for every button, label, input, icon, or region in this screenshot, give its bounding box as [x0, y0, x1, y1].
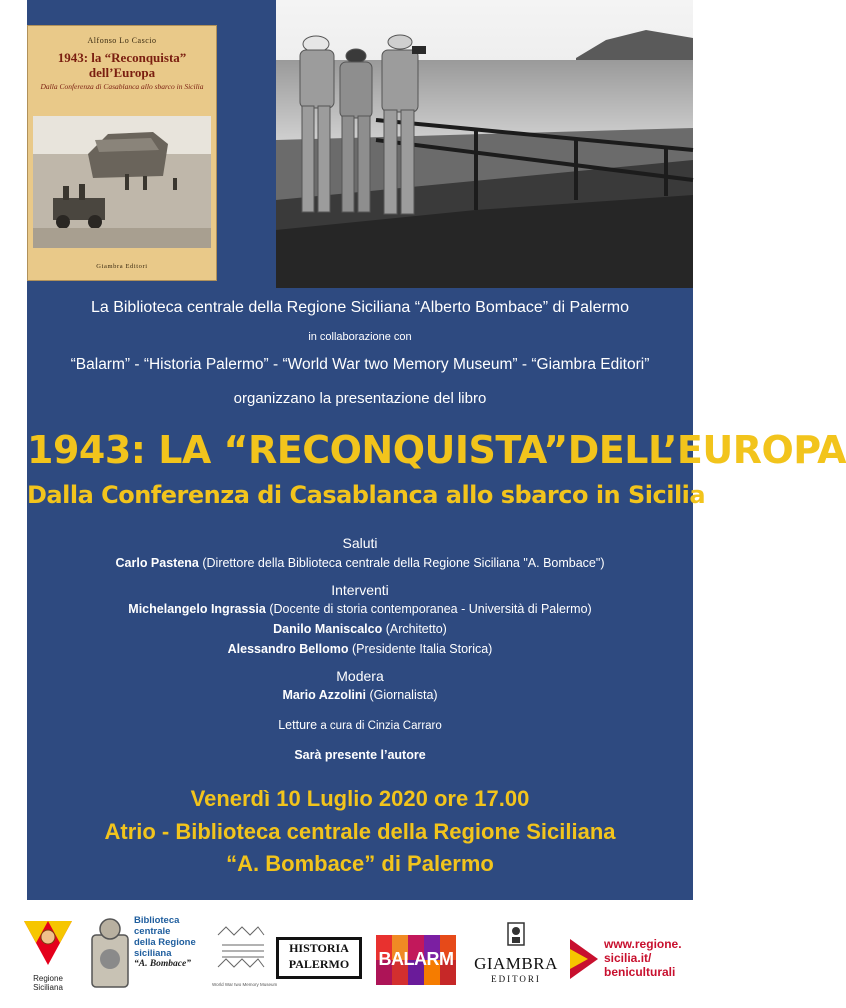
letture-curator: a cura di Cinzia Carraro [317, 720, 442, 732]
beni-label-2: sicilia.it/ [604, 951, 652, 965]
beniculturali-logo [568, 935, 708, 985]
saluti-label: Saluti [342, 535, 378, 551]
moderator-line [27, 688, 693, 702]
saluti-line [27, 556, 693, 570]
biblioteca-label-3: della Regione [134, 937, 196, 948]
speaker-2 [27, 622, 693, 636]
speaker-1 [27, 602, 693, 616]
speaker-2-name: Danilo Maniscalco [273, 622, 383, 636]
collaboration-line: in collaborazione con [308, 331, 412, 343]
giambra-label-2: EDITORI [491, 974, 541, 984]
speaker-1-name: Michelangelo Ingrassia [128, 602, 266, 616]
speaker-2-role: (Architetto) [382, 622, 447, 636]
balarm-logo [376, 935, 456, 985]
cover-title-line2: dell’Europa [88, 65, 156, 80]
footer-logos [0, 905, 720, 1008]
museum-emblem-icon [212, 921, 270, 977]
biblioteca-label-5: “A. Bombace” [134, 959, 191, 969]
biblioteca-label-2: centrale [134, 926, 171, 937]
regione-label-1: Regione [33, 974, 63, 983]
cover-author: Alfonso Lo Cascio [87, 36, 157, 45]
book-subtitle: Dalla Conferenza di Casablanca allo sbarco in Sicilia [27, 481, 706, 509]
speaker-3 [27, 642, 693, 656]
speaker-3-name: Alessandro Bellomo [227, 642, 349, 656]
beni-label-3: beniculturali [604, 965, 676, 979]
beniculturali-triangle-icon [568, 937, 600, 981]
cover-title [28, 50, 216, 80]
historia-label-2: PALERMO [288, 957, 350, 971]
museum-caption: World War two Memory Museum [212, 982, 278, 987]
saluti-name: Carlo Pastena [115, 556, 199, 570]
cover-publisher: Giambra Editori [96, 263, 148, 270]
speaker-1-role: (Docente di storia contemporanea - Università di Palermo) [265, 602, 592, 616]
modera-label: Modera [336, 668, 384, 684]
giambra-logo [470, 919, 562, 999]
speaker-3-role: (Presidente Italia Storica) [348, 642, 493, 656]
biblioteca-label-4: siciliana [134, 948, 172, 959]
event-venue-line1: Atrio - Biblioteca centrale della Regione Siciliana [104, 819, 616, 844]
author-present: Sarà presente l’autore [294, 748, 426, 762]
beni-label-1: www.regione. [604, 937, 682, 951]
book-cover [27, 25, 217, 281]
saluti-role: (Direttore della Biblioteca centrale della Regione Siciliana "A. Bombace") [198, 556, 605, 570]
letture-label: Letture [278, 718, 318, 732]
biblioteca-emblem-icon [88, 915, 132, 993]
interventi-label: Interventi [331, 582, 389, 598]
biblioteca-label-1: Biblioteca [134, 915, 180, 926]
historia-palermo-logo [276, 937, 362, 979]
regione-siciliana-logo [20, 917, 76, 997]
regione-label-2: Siciliana [33, 983, 63, 992]
letture-line [27, 718, 693, 732]
historical-photo [276, 0, 693, 288]
balarm-label: BALARM [378, 949, 454, 969]
moderator-role: (Giornalista) [366, 688, 438, 702]
biblioteca-logo [88, 913, 200, 1001]
giambra-emblem-icon [504, 919, 528, 949]
partners-line: “Balarm” - “Historia Palermo” - “World War two Memory Museum” - “Giambra Editori” [70, 356, 650, 373]
book-title: 1943: LA “RECONQUISTA”DELL’EUROPA [27, 428, 846, 472]
cover-photo [33, 116, 211, 248]
event-date: Venerdì 10 Luglio 2020 ore 17.00 [190, 786, 530, 811]
giambra-label-1: GIAMBRA [474, 954, 558, 973]
trinacria-icon [20, 917, 76, 969]
historia-label-1: HISTORIA [289, 941, 349, 955]
organizer-line: La Biblioteca centrale della Regione Siciliana “Alberto Bombace” di Palermo [90, 299, 630, 316]
cover-subtitle: Dalla Conferenza di Casablanca allo sbarco in Sicilia [40, 82, 204, 91]
intro-line: organizzano la presentazione del libro [233, 390, 487, 407]
cover-title-line1: 1943: la “Reconquista” [57, 50, 187, 65]
moderator-name: Mario Azzolini [282, 688, 367, 702]
museum-logo [212, 921, 278, 995]
event-venue-line2: “A. Bombace” di Palermo [226, 851, 494, 876]
